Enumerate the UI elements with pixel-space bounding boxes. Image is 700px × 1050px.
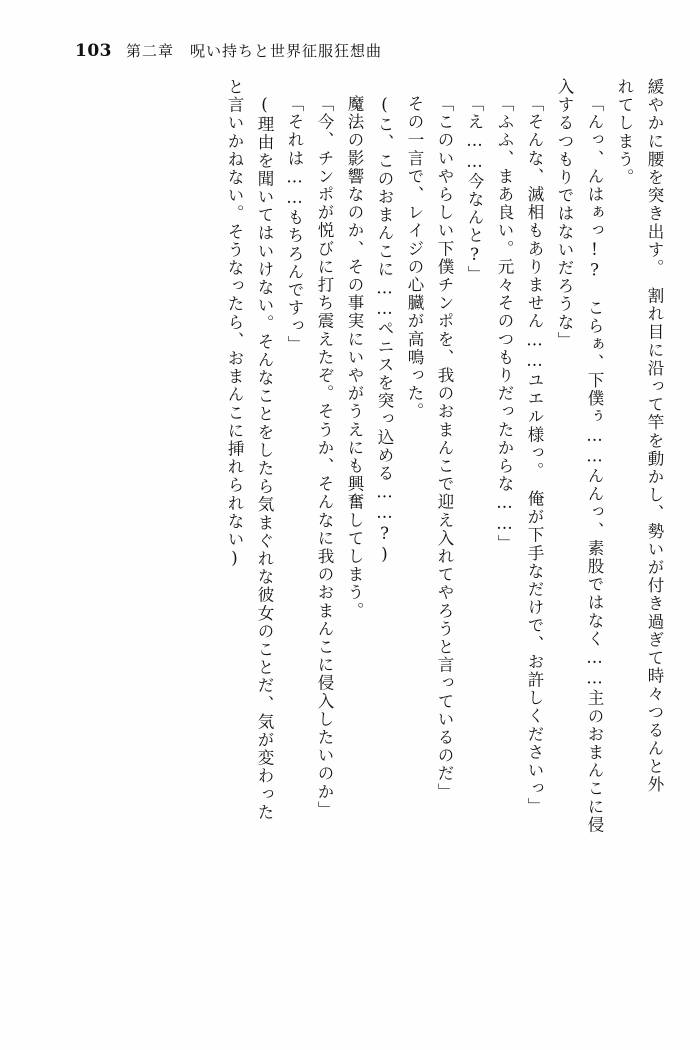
text-line: (こ、このおまんこに……ペニスを突っ込める……?) — [375, 95, 394, 565]
text-line: 「今、チンポが悦びに打ち震えたぞ。そうか、そんなに我のおまんこに侵入したいのか」 — [315, 95, 334, 819]
running-header — [75, 40, 640, 66]
text-line: 「んっ、んはぁっ!? こらぁ、下僕ぅ……んんっ、素股ではなく……主のおまんこに侵 — [585, 95, 604, 834]
text-line: 「そんな、滅相もありません……ユエル様っ。 俺が下手なだけで、お許しくださいっ」 — [525, 95, 544, 816]
text-line: と言いかねない。そうなったら、おまんこに挿れられない) — [225, 78, 244, 570]
text-line: (理由を聞いてはいけない。そんなことをしたら気まぐれな彼女のことだ、気が変わった — [255, 95, 274, 822]
text-line: れてしまう。 — [615, 78, 634, 187]
text-line: 魔法の影響なのか、その事実にいやがうえにも興奮してしまう。 — [345, 95, 364, 620]
text-line: 「ふふ、まあ良い。元々そのつもりだったからな……」 — [495, 95, 514, 553]
text-line: 「え……今なんと?」 — [465, 95, 484, 284]
text-line: 緩やかに腰を突き出す。 割れ目に沿って竿を動かし、勢いが付き過ぎて時々つるんと外 — [645, 78, 664, 794]
text-line: 入するつもりではないだろうな」 — [555, 78, 574, 350]
page-number: 103 — [75, 41, 112, 61]
text-line: 「それは……もちろんですっ」 — [285, 95, 304, 354]
text-line: その一言で、レイジの心臓が高鳴った。 — [405, 95, 424, 421]
chapter-title: 第二章 呪い持ちと世界征服狂想曲 — [126, 42, 383, 60]
text-line: 「このいやらしい下僕チンポを、我のおまんこで迎え入れてやろうと言っているのだ」 — [435, 95, 454, 801]
body-text — [58, 78, 662, 1020]
